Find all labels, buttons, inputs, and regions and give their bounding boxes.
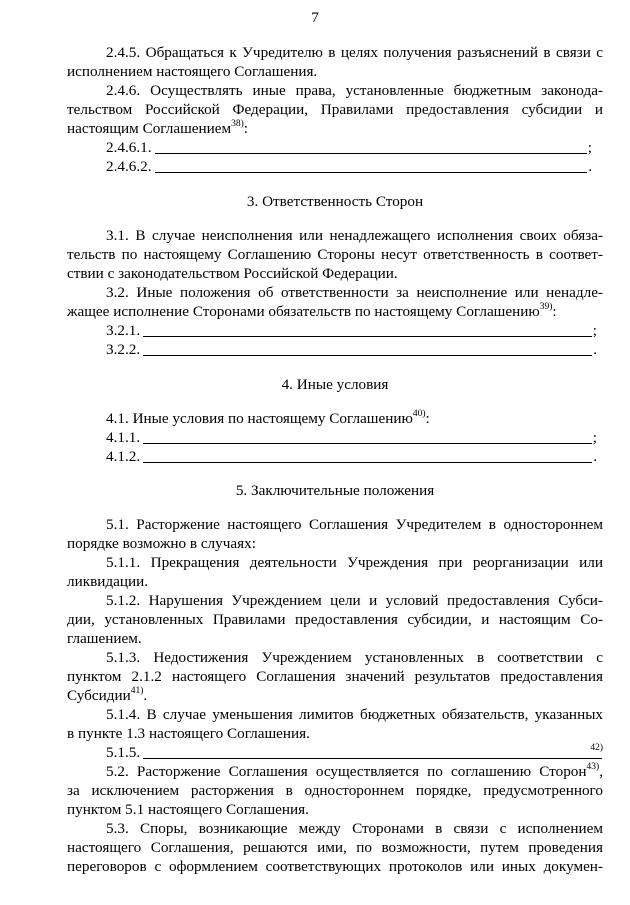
text-line xyxy=(67,725,603,743)
line-text: настоящего Соглашения, решаются ими, по возможности, путем проведения xyxy=(67,839,603,856)
text-line xyxy=(106,284,603,302)
blank-line xyxy=(106,429,597,447)
text-line xyxy=(67,573,603,591)
blank-line xyxy=(106,158,592,176)
line-text: 5.3. Споры, возникающие между Сторонами в связи с исполнением xyxy=(106,820,603,837)
line-text: 5.1. Расторжение настоящего Соглашения Учредителем в одностороннем xyxy=(106,516,603,533)
blank-line-end: ; xyxy=(592,322,597,339)
footnote-ref: 42) xyxy=(590,743,603,753)
line-text: настоящим Соглашением xyxy=(67,120,232,137)
text-line xyxy=(106,410,603,428)
blank-line xyxy=(106,744,603,762)
blank-line xyxy=(106,322,597,340)
line-punctuation: . xyxy=(143,687,148,704)
text-line xyxy=(67,839,603,857)
line-text: 2.4.6. Осуществлять иные права, установленные бюджетным законода- xyxy=(106,82,603,99)
line-text: дии, установленных Правилами предоставления субсидии, и настоящим Со- xyxy=(67,611,603,628)
text-line xyxy=(67,101,603,119)
line-text: тельством Российской Федерации, Правилами предоставления субсидии и xyxy=(67,101,603,118)
text-line xyxy=(106,706,603,724)
line-text: 3.2. Иные положения об ответственности за неисполнение или ненадле- xyxy=(106,284,603,301)
text-line xyxy=(106,820,603,838)
text-line xyxy=(67,630,603,648)
blank-line xyxy=(106,448,597,466)
fill-in-rule xyxy=(155,152,587,154)
line-text: исполнением настоящего Соглашения. xyxy=(67,63,318,80)
line-text: 3.1. В случае неисполнения или ненадлежащего исполнения своих обяза- xyxy=(106,227,603,244)
blank-line-end: . xyxy=(593,341,597,358)
line-text: пунктом 5.1 настоящего Соглашения. xyxy=(67,801,309,818)
text-line xyxy=(106,82,603,100)
text-line xyxy=(106,516,603,534)
text-line xyxy=(67,668,603,686)
fill-in-rule xyxy=(143,757,602,759)
fill-in-rule xyxy=(143,335,592,337)
line-text: 5. Заключительные положения xyxy=(235,482,435,499)
line-text: жащее исполнение Сторонами обязательств по настоящему Соглашению xyxy=(67,303,540,320)
section-heading xyxy=(67,482,603,500)
blank-line xyxy=(106,139,592,157)
text-line xyxy=(106,649,603,667)
fill-in-rule xyxy=(143,442,592,444)
text-line xyxy=(67,63,603,81)
line-text: 5.1.2. Нарушения Учреждением цели и условий предоставления Субси- xyxy=(106,592,603,609)
line-punctuation: : xyxy=(552,303,557,320)
text-line xyxy=(67,303,603,321)
line-text: порядке возможно в случаях: xyxy=(67,535,256,552)
text-line xyxy=(67,120,603,138)
blank-line-label: 3.2.2. xyxy=(106,341,141,358)
text-line xyxy=(106,763,603,781)
line-text: тельств по настоящему Соглашению Стороны несут ответственность в соответ- xyxy=(67,246,603,263)
line-text: 5.1.1. Прекращения деятельности Учреждения при реорганизации или xyxy=(106,554,603,571)
footnote-ref: 39) xyxy=(539,301,553,312)
text-line xyxy=(67,246,603,264)
blank-line-end: ; xyxy=(587,139,592,156)
blank-line-label: 3.2.1. xyxy=(106,322,141,339)
line-text: пунктом 2.1.2 настоящего Соглашения значений результатов предоставления xyxy=(67,668,603,685)
text-line xyxy=(106,592,603,610)
section-heading xyxy=(67,376,603,394)
fill-in-rule xyxy=(143,354,592,356)
line-punctuation: : xyxy=(425,410,430,427)
text-line xyxy=(106,227,603,245)
text-line xyxy=(67,782,603,800)
blank-line-label: 4.1.1. xyxy=(106,429,141,446)
line-text: 5.1.3. Недостижения Учреждением установленных в соответствии с xyxy=(106,649,603,666)
line-text: 4. Иные условия xyxy=(281,376,389,393)
line-text: за исключением расторжения в одностороннем порядке, предусмотренного xyxy=(67,782,603,799)
line-text: ликвидации. xyxy=(67,573,149,590)
section-heading xyxy=(67,193,603,211)
line-text: 5.1.4. В случае уменьшения лимитов бюджетных обязательств, указанных xyxy=(106,706,603,723)
text-line xyxy=(67,535,603,553)
footnote-ref: 38) xyxy=(231,118,244,129)
text-line xyxy=(106,554,603,572)
blank-line xyxy=(106,341,597,359)
footnote-ref: 41) xyxy=(130,685,144,696)
blank-line-label: 2.4.6.1. xyxy=(106,139,152,156)
line-text: 5.2. Расторжение Соглашения осуществляется по соглашению Сторон xyxy=(106,763,587,780)
fill-in-rule xyxy=(155,171,588,173)
blank-line-label: 5.1.5. xyxy=(106,744,141,761)
line-text: глашением. xyxy=(67,630,142,647)
line-punctuation: , xyxy=(599,763,603,780)
line-text: 3. Ответственность Сторон xyxy=(246,193,424,210)
page-number: 7 xyxy=(311,9,319,26)
text-line xyxy=(67,265,603,283)
text-line xyxy=(67,611,603,629)
line-text: 2.4.5. Обращаться к Учредителю в целях получения разъяснений в связи с xyxy=(106,44,603,61)
footnote-ref: 40) xyxy=(412,408,426,419)
blank-line-label: 2.4.6.2. xyxy=(106,158,152,175)
line-text: Субсидии xyxy=(67,687,131,704)
fill-in-rule xyxy=(143,461,592,463)
line-text: 4.1. Иные условия по настоящему Соглашению xyxy=(106,410,413,427)
line-text: переговоров с оформлением соответствующих протоколов или иных докумен- xyxy=(67,858,603,875)
line-text: ствии с законодательством Российской Федерации. xyxy=(67,265,398,282)
text-line xyxy=(106,44,603,62)
line-punctuation: : xyxy=(243,120,249,137)
blank-line-end: ; xyxy=(592,429,597,446)
footnote-ref: 43) xyxy=(586,761,600,772)
text-line xyxy=(67,687,603,705)
blank-line-label: 4.1.2. xyxy=(106,448,141,465)
text-line xyxy=(67,858,603,876)
text-line xyxy=(67,801,603,819)
blank-line-end: . xyxy=(588,158,592,175)
blank-line-end: . xyxy=(593,448,597,465)
line-text: в пункте 1.3 настоящего Соглашения. xyxy=(67,725,310,742)
